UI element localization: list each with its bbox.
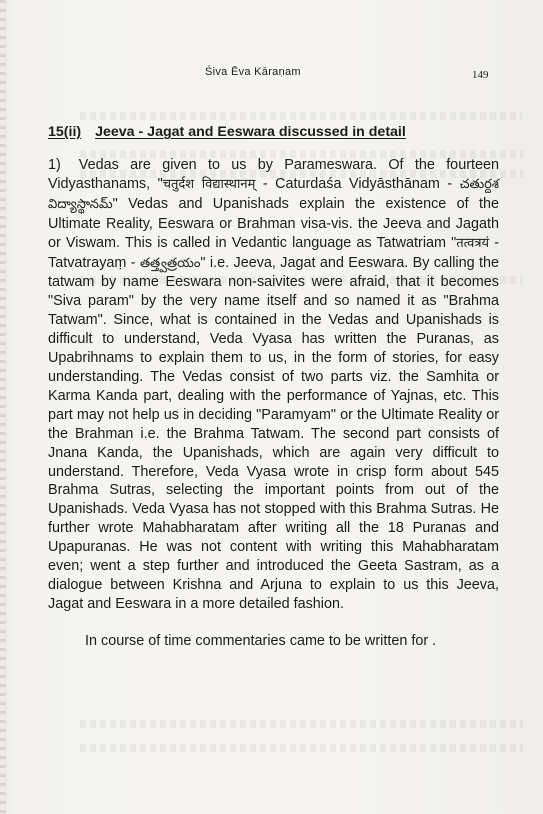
section-title: Jeeva - Jagat and Eeswara discussed in detail (95, 124, 406, 140)
body-text (48, 156, 499, 651)
page-header (0, 66, 543, 84)
running-head: Śiva Ēva Kāraṇam (205, 66, 301, 78)
paragraph-1-segment: - Tatvatrayaṃ - (48, 234, 499, 271)
section-heading (48, 124, 478, 140)
paragraph-1-segment: " i.e. Jeeva, Jagat and Eeswara. By calling the tatwam by name Eeswara non-saivites were afraid, that it becomes "Siva param" by the very name itself and so named it as "Brahma Tatwam". Since, what is contained in the Vedas and Upanishads is difficult to understand, Veda Vyasa has written the Puranas, as Upabrihnams to explain them to us, in the form of stories, for easy understanding. The Vedas consist of two parts viz. the Samhita or Karma Kanda part, dealing with the performance of Yajnas, etc. This part may not help us in deciding "Paramyam" or the Ultimate Reality or the Brahman i.e. the Brahma Tatwam. The second part consists of Jnana Kanda, the Upanishads, which are again very difficult to understand. Therefore, Veda Vyasa wrote in crisp form about 545 Brahma Sutras, selecting the important points from out of the Upanishads. Veda Vyasa has not stopped with this Brahma Sutras. He further wrote Mahabharatam after writing all the 18 Puranas and Upapuranas. He was not content with writing this Mahabharatam even; went a step further and introduced the Geeta Sastram, as a dialogue between Krishna and Arjuna to explain to us this Jeeva, Jagat and Eeswara in a more detailed fashion. (48, 254, 499, 612)
devanagari-term: चतुर्दश विद्यास्थानम् (162, 176, 256, 192)
paragraph-1-segment: " Vedas and Upanishads explain the existence of the Ultimate Reality, Eeswara or Brahman visa-vis. the Jeeva and Jagath or Viswam. This is called in Vedantic language as Tatwatriam " (48, 195, 499, 251)
item-number: 1) (48, 157, 61, 173)
section-number: 15(ii) (48, 124, 82, 140)
paragraph-1 (48, 156, 499, 614)
paragraph-2: In course of time commentaries came to be written for . (85, 632, 437, 649)
telugu-term: చతుర్దశ విద్యాస్థానమ్ (48, 176, 500, 212)
paragraph-1-segment: Vedas are given to us by Parameswara. Of the fourteen Vidyasthanams, " (48, 157, 499, 192)
paragraph-1-segment: - Caturdaśa Vidyāsthānam - (255, 175, 460, 192)
page-number: 149 (472, 69, 489, 81)
devanagari-term: तत्वत्रयं (456, 235, 490, 251)
telugu-term: తత్త్వత్రయం (139, 255, 201, 271)
page-binding-edge (0, 0, 6, 814)
